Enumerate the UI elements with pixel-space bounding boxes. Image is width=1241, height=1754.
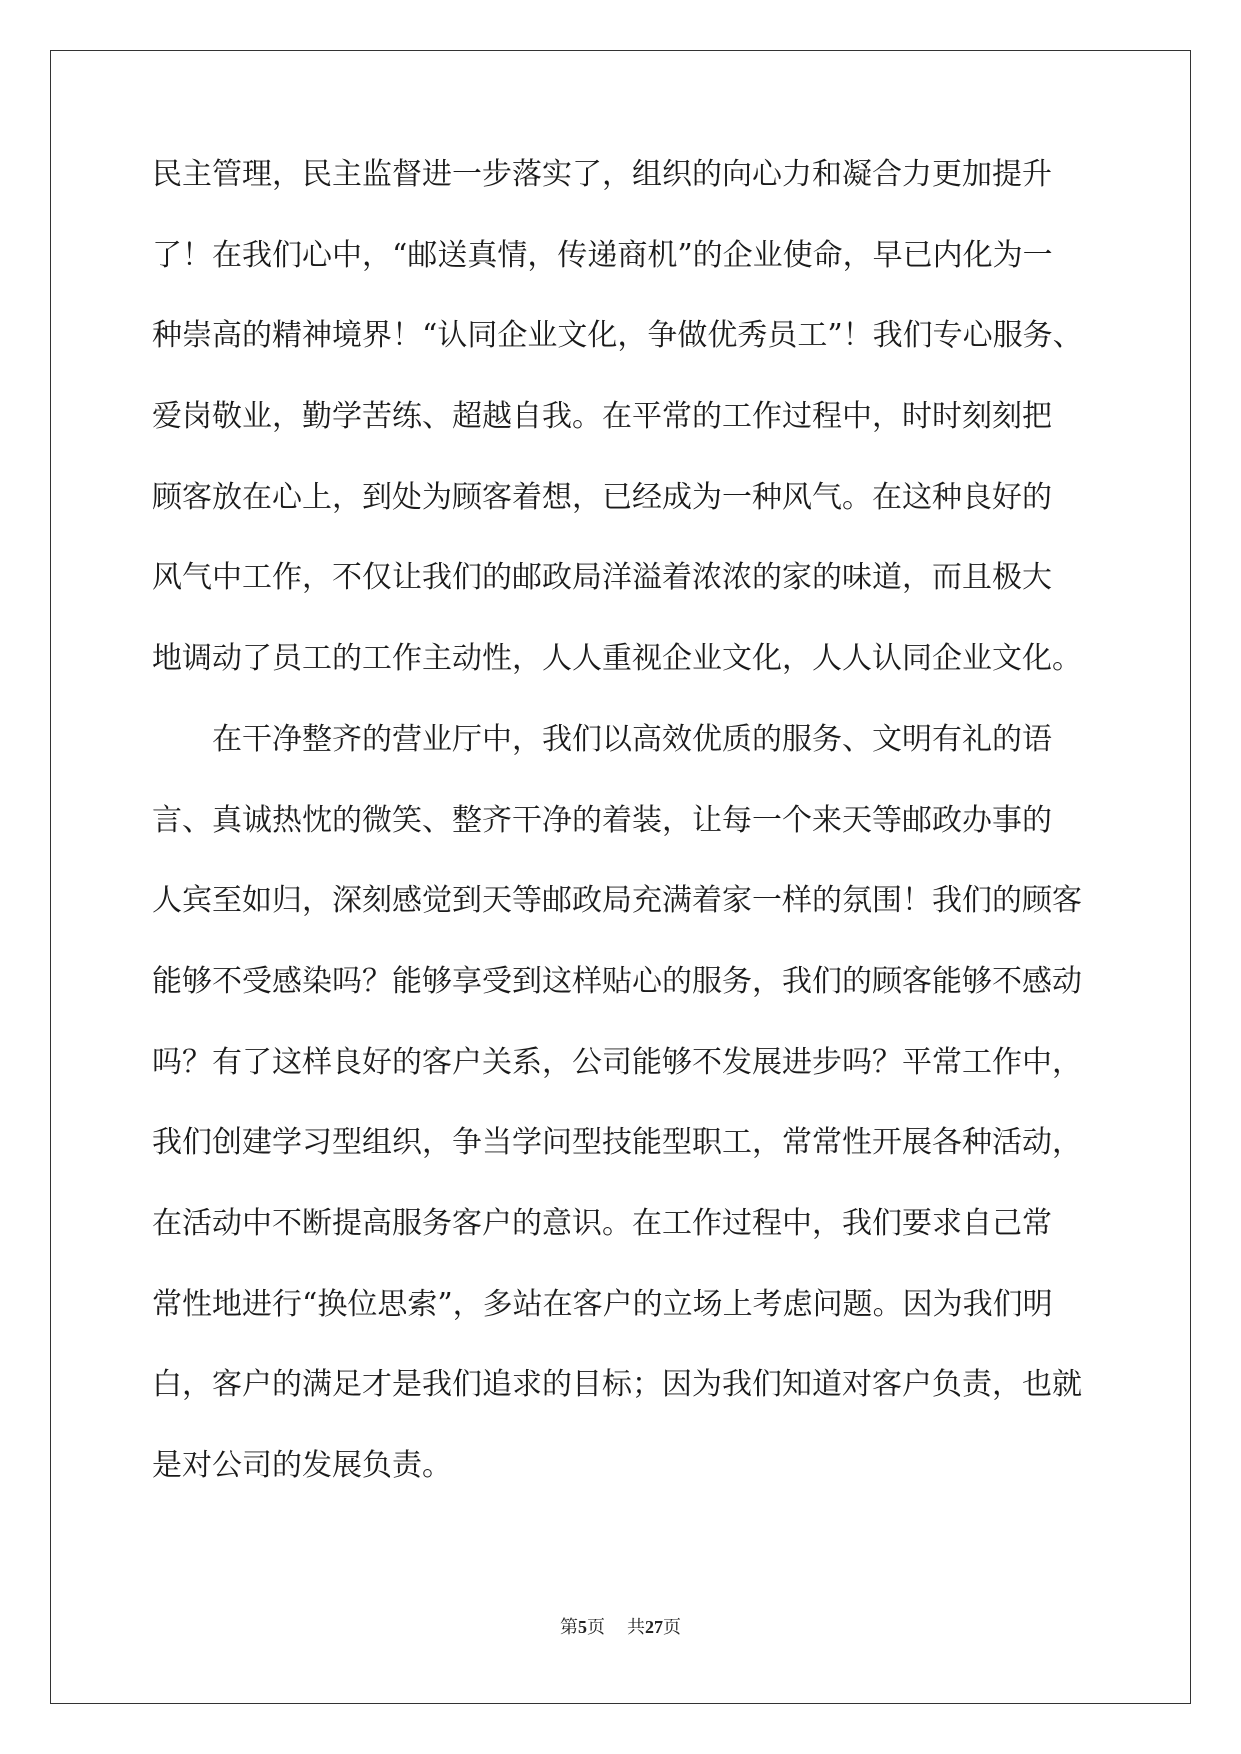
text-line: 爱岗敬业，勤学苦练、超越自我。在平常的工作过程中，时时刻刻把 [152, 399, 1052, 435]
total-pages: 27 [645, 1617, 663, 1637]
text-line: 人宾至如归，深刻感觉到天等邮政局充满着家一样的氛围！我们的顾客 [152, 883, 1082, 919]
text-line: 在活动中不断提高服务客户的意识。在工作过程中，我们要求自己常 [152, 1205, 1052, 1241]
text-line: 常性地进行“换位思索”，多站在客户的立场上考虑问题。因为我们明 [152, 1286, 1053, 1322]
page-number: 5 [578, 1617, 587, 1637]
text-line: 顾客放在心上，到处为顾客着想，已经成为一种风气。在这种良好的 [152, 479, 1052, 515]
text-line: 吗？有了这样良好的客户关系，公司能够不发展进步吗？平常工作中， [152, 1044, 1082, 1080]
total-prefix: 共 [627, 1617, 645, 1637]
text-line: 地调动了员工的工作主动性，人人重视企业文化，人人认同企业文化。 [152, 641, 1082, 677]
page-footer [0, 1613, 1241, 1639]
text-line: 在干净整齐的营业厅中，我们以高效优质的服务、文明有礼的语 [152, 721, 1052, 757]
text-line: 民主管理，民主监督进一步落实了，组织的向心力和凝合力更加提升 [152, 157, 1052, 192]
text-line: 言、真诚热忱的微笑、整齐干净的着装，让每一个来天等邮政办事的 [152, 802, 1052, 838]
text-line: 我们创建学习型组织，争当学问型技能型职工，常常性开展各种活动， [152, 1125, 1082, 1161]
page-prefix: 第 [560, 1617, 578, 1637]
text-line: 了！在我们心中，“邮送真情，传递商机”的企业使命，早已内化为一 [152, 237, 1053, 273]
text-line: 是对公司的发展负责。 [152, 1448, 452, 1483]
text-line: 白，客户的满足才是我们追求的目标；因为我们知道对客户负责，也就 [152, 1367, 1082, 1403]
body-text [152, 157, 1096, 1532]
total-suffix: 页 [663, 1617, 681, 1637]
text-line: 能够不受感染吗？能够享受到这样贴心的服务，我们的顾客能够不感动 [152, 963, 1082, 999]
text-line: 种崇高的精神境界！“认同企业文化，争做优秀员工”！我们专心服务、 [152, 318, 1083, 354]
text-line: 风气中工作，不仅让我们的邮政局洋溢着浓浓的家的味道，而且极大 [152, 560, 1052, 596]
page-suffix: 页 [587, 1617, 605, 1637]
